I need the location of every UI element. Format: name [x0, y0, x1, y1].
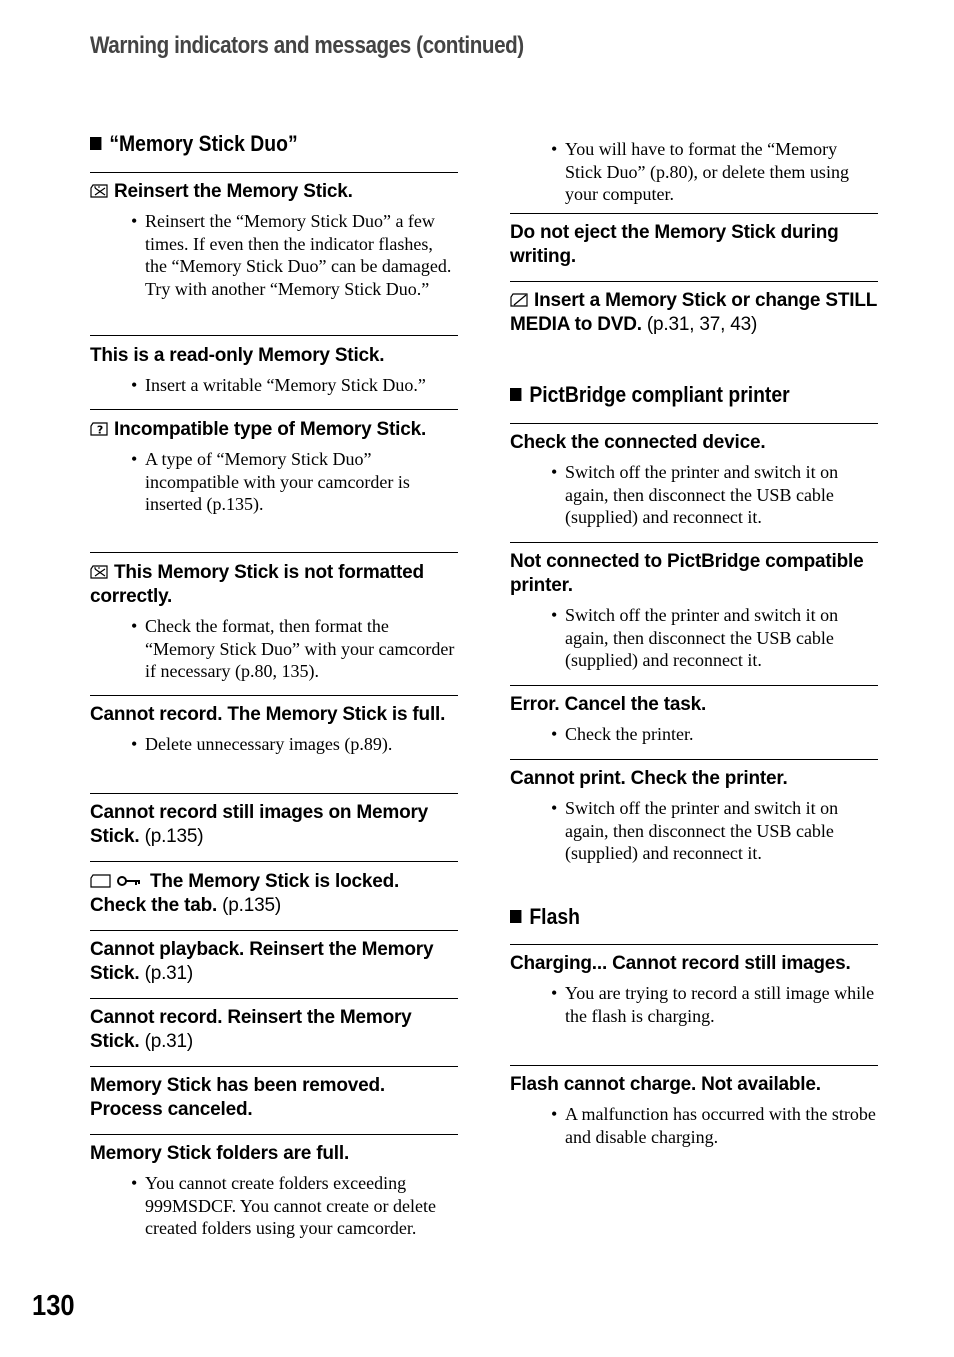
message-heading [510, 431, 878, 455]
divider [90, 695, 458, 696]
message-heading-text: Cannot record. Reinsert the Memory Stick. [90, 1007, 412, 1052]
message-entry [510, 1073, 878, 1148]
divider [510, 281, 878, 282]
message-heading [510, 1073, 878, 1097]
memory-stick-lock-icon [90, 871, 142, 885]
divider [510, 1065, 878, 1066]
svg-text:?: ? [96, 423, 104, 436]
message-entry [90, 870, 458, 918]
message-heading [510, 221, 878, 269]
divider [90, 335, 458, 336]
message-heading [90, 938, 458, 986]
bullet-list [90, 733, 458, 756]
message-heading-text: Charging... Cannot record still images. [510, 953, 851, 974]
message-heading [510, 289, 878, 337]
message-heading-text: Not connected to PictBridge compatible printer. [510, 551, 864, 596]
message-entry [90, 938, 458, 986]
divider [90, 793, 458, 794]
page-number: 130 [32, 1290, 75, 1322]
memory-stick-slash-icon [510, 290, 530, 304]
message-entry [90, 1142, 458, 1240]
message-heading [90, 180, 458, 204]
bullet-item: • A malfunction has occurred with the strobe and disable charging. [510, 1103, 878, 1148]
message-heading-text: This Memory Stick is not formatted correctly. [90, 562, 424, 607]
bullet-item: • Check the format, then format the “Memory Stick Duo” with your camcorder if necessary (p.80, 135). [90, 615, 458, 683]
bullet-item: • Insert a writable “Memory Stick Duo.” [90, 374, 458, 397]
divider [90, 861, 458, 862]
message-heading [90, 1006, 458, 1054]
message-heading [510, 550, 878, 598]
bullet-item: • Switch off the printer and switch it on again, then disconnect the USB cable (supplied) and reconnect it. [510, 461, 878, 529]
divider [90, 1066, 458, 1067]
message-heading-text: Reinsert the Memory Stick. [114, 181, 353, 202]
bullet-list [510, 461, 878, 529]
bullet-list [510, 723, 878, 746]
message-heading-text: Cannot playback. Reinsert the Memory Stick. [90, 939, 434, 984]
message-heading-text: Memory Stick folders are full. [90, 1143, 350, 1164]
section-title-flash: Flash [510, 904, 834, 930]
message-heading-text: This is a read-only Memory Stick. [90, 345, 385, 366]
message-heading-text: Flash cannot charge. Not available. [510, 1074, 821, 1095]
message-entry [90, 344, 458, 397]
divider [90, 409, 458, 410]
message-entry [510, 952, 878, 1027]
bullet-list [90, 210, 458, 300]
bullet-list [90, 615, 458, 683]
bullet-list [90, 1172, 458, 1240]
message-heading-text: Incompatible type of Memory Stick. [114, 419, 427, 440]
bullet-item: • Switch off the printer and switch it on again, then disconnect the USB cable (supplied) and reconnect it. [510, 797, 878, 865]
bullet-list [90, 374, 458, 397]
bullet-item: • You cannot create folders exceeding 999MSDCF. You cannot create or delete created folders using your camcorder. [90, 1172, 458, 1240]
page-reference: (p.31) [144, 963, 194, 984]
page-reference: (p.135) [222, 895, 281, 916]
message-entry [510, 289, 878, 337]
divider [510, 944, 878, 945]
message-heading [510, 693, 878, 717]
section-title-pictbridge: PictBridge compliant printer [510, 382, 834, 408]
message-heading [90, 561, 458, 609]
message-entry [510, 431, 878, 529]
divider [510, 542, 878, 543]
message-heading-text: Check the connected device. [510, 432, 766, 453]
message-entry [90, 561, 458, 683]
bullet-list [510, 982, 878, 1027]
bullet-item: • Switch off the printer and switch it on again, then disconnect the USB cable (supplied) and reconnect it. [510, 604, 878, 672]
message-heading-text: Insert a Memory Stick or change STILL MEDIA to DVD. [510, 290, 877, 335]
message-entry [90, 1074, 458, 1122]
divider [510, 759, 878, 760]
message-entry [90, 1006, 458, 1054]
bullet-list [510, 797, 878, 865]
bullet-item: • Check the printer. [510, 723, 878, 746]
memory-stick-question-icon [90, 419, 110, 436]
message-heading [90, 1142, 458, 1166]
bullet-list [510, 1103, 878, 1148]
divider [90, 1134, 458, 1135]
message-entry [90, 801, 458, 849]
square-bullet-icon [90, 137, 101, 150]
divider [90, 552, 458, 553]
message-heading-text: Cannot record still images on Memory Stick. [90, 802, 429, 847]
page-reference: (p.31) [144, 1031, 194, 1052]
message-heading [90, 344, 458, 368]
message-heading-text: The Memory Stick is locked. Check the tab. [90, 871, 400, 916]
message-heading-text: Cannot record. The Memory Stick is full. [90, 704, 446, 725]
page-reference: (p.135) [144, 826, 204, 847]
message-entry [510, 767, 878, 865]
divider [90, 172, 458, 173]
bullet-list [90, 448, 458, 516]
bullet-item: • You will have to format the “Memory Stick Duo” (p.80), or delete them using your computer. [510, 138, 878, 206]
message-heading [510, 767, 878, 791]
message-entry [510, 550, 878, 672]
bullet-item: • Delete unnecessary images (p.89). [90, 733, 458, 756]
section-title-memory-stick-duo: “Memory Stick Duo” [90, 131, 414, 157]
message-heading [90, 1074, 458, 1122]
message-entry [90, 703, 458, 756]
divider [510, 423, 878, 424]
square-bullet-icon [510, 388, 521, 401]
message-heading [90, 870, 458, 918]
message-heading-text: Memory Stick has been removed. Process canceled. [90, 1075, 385, 1120]
page-reference: (p.31, 37, 43) [646, 314, 758, 335]
message-heading [510, 952, 878, 976]
divider [90, 930, 458, 931]
message-heading [90, 703, 458, 727]
divider [510, 213, 878, 214]
divider [90, 998, 458, 999]
message-entry [90, 180, 458, 300]
bullet-item: • You are trying to record a still image while the flash is charging. [510, 982, 878, 1027]
continued-bullet [510, 132, 878, 206]
message-heading [90, 418, 458, 442]
bullet-item: • Reinsert the “Memory Stick Duo” a few times. If even then the indicator flashes, the “Memory Stick Duo” can be damaged. Try with another “Memory Stick Duo.” [90, 210, 458, 300]
message-entry [90, 418, 458, 516]
bullet-list [510, 604, 878, 672]
memory-stick-error-icon [90, 181, 110, 195]
message-heading-text: Error. Cancel the task. [510, 694, 707, 715]
bullet-item: • A type of “Memory Stick Duo” incompatible with your camcorder is inserted (p.135). [90, 448, 458, 516]
page-header: Warning indicators and messages (continued) [90, 32, 524, 59]
message-heading [90, 801, 458, 849]
message-heading-text: Cannot print. Check the printer. [510, 768, 788, 789]
divider [510, 685, 878, 686]
message-entry [510, 221, 878, 269]
square-bullet-icon [510, 910, 521, 923]
message-heading-text: Do not eject the Memory Stick during writing. [510, 222, 839, 267]
memory-stick-error-icon [90, 562, 110, 576]
message-entry [510, 693, 878, 746]
